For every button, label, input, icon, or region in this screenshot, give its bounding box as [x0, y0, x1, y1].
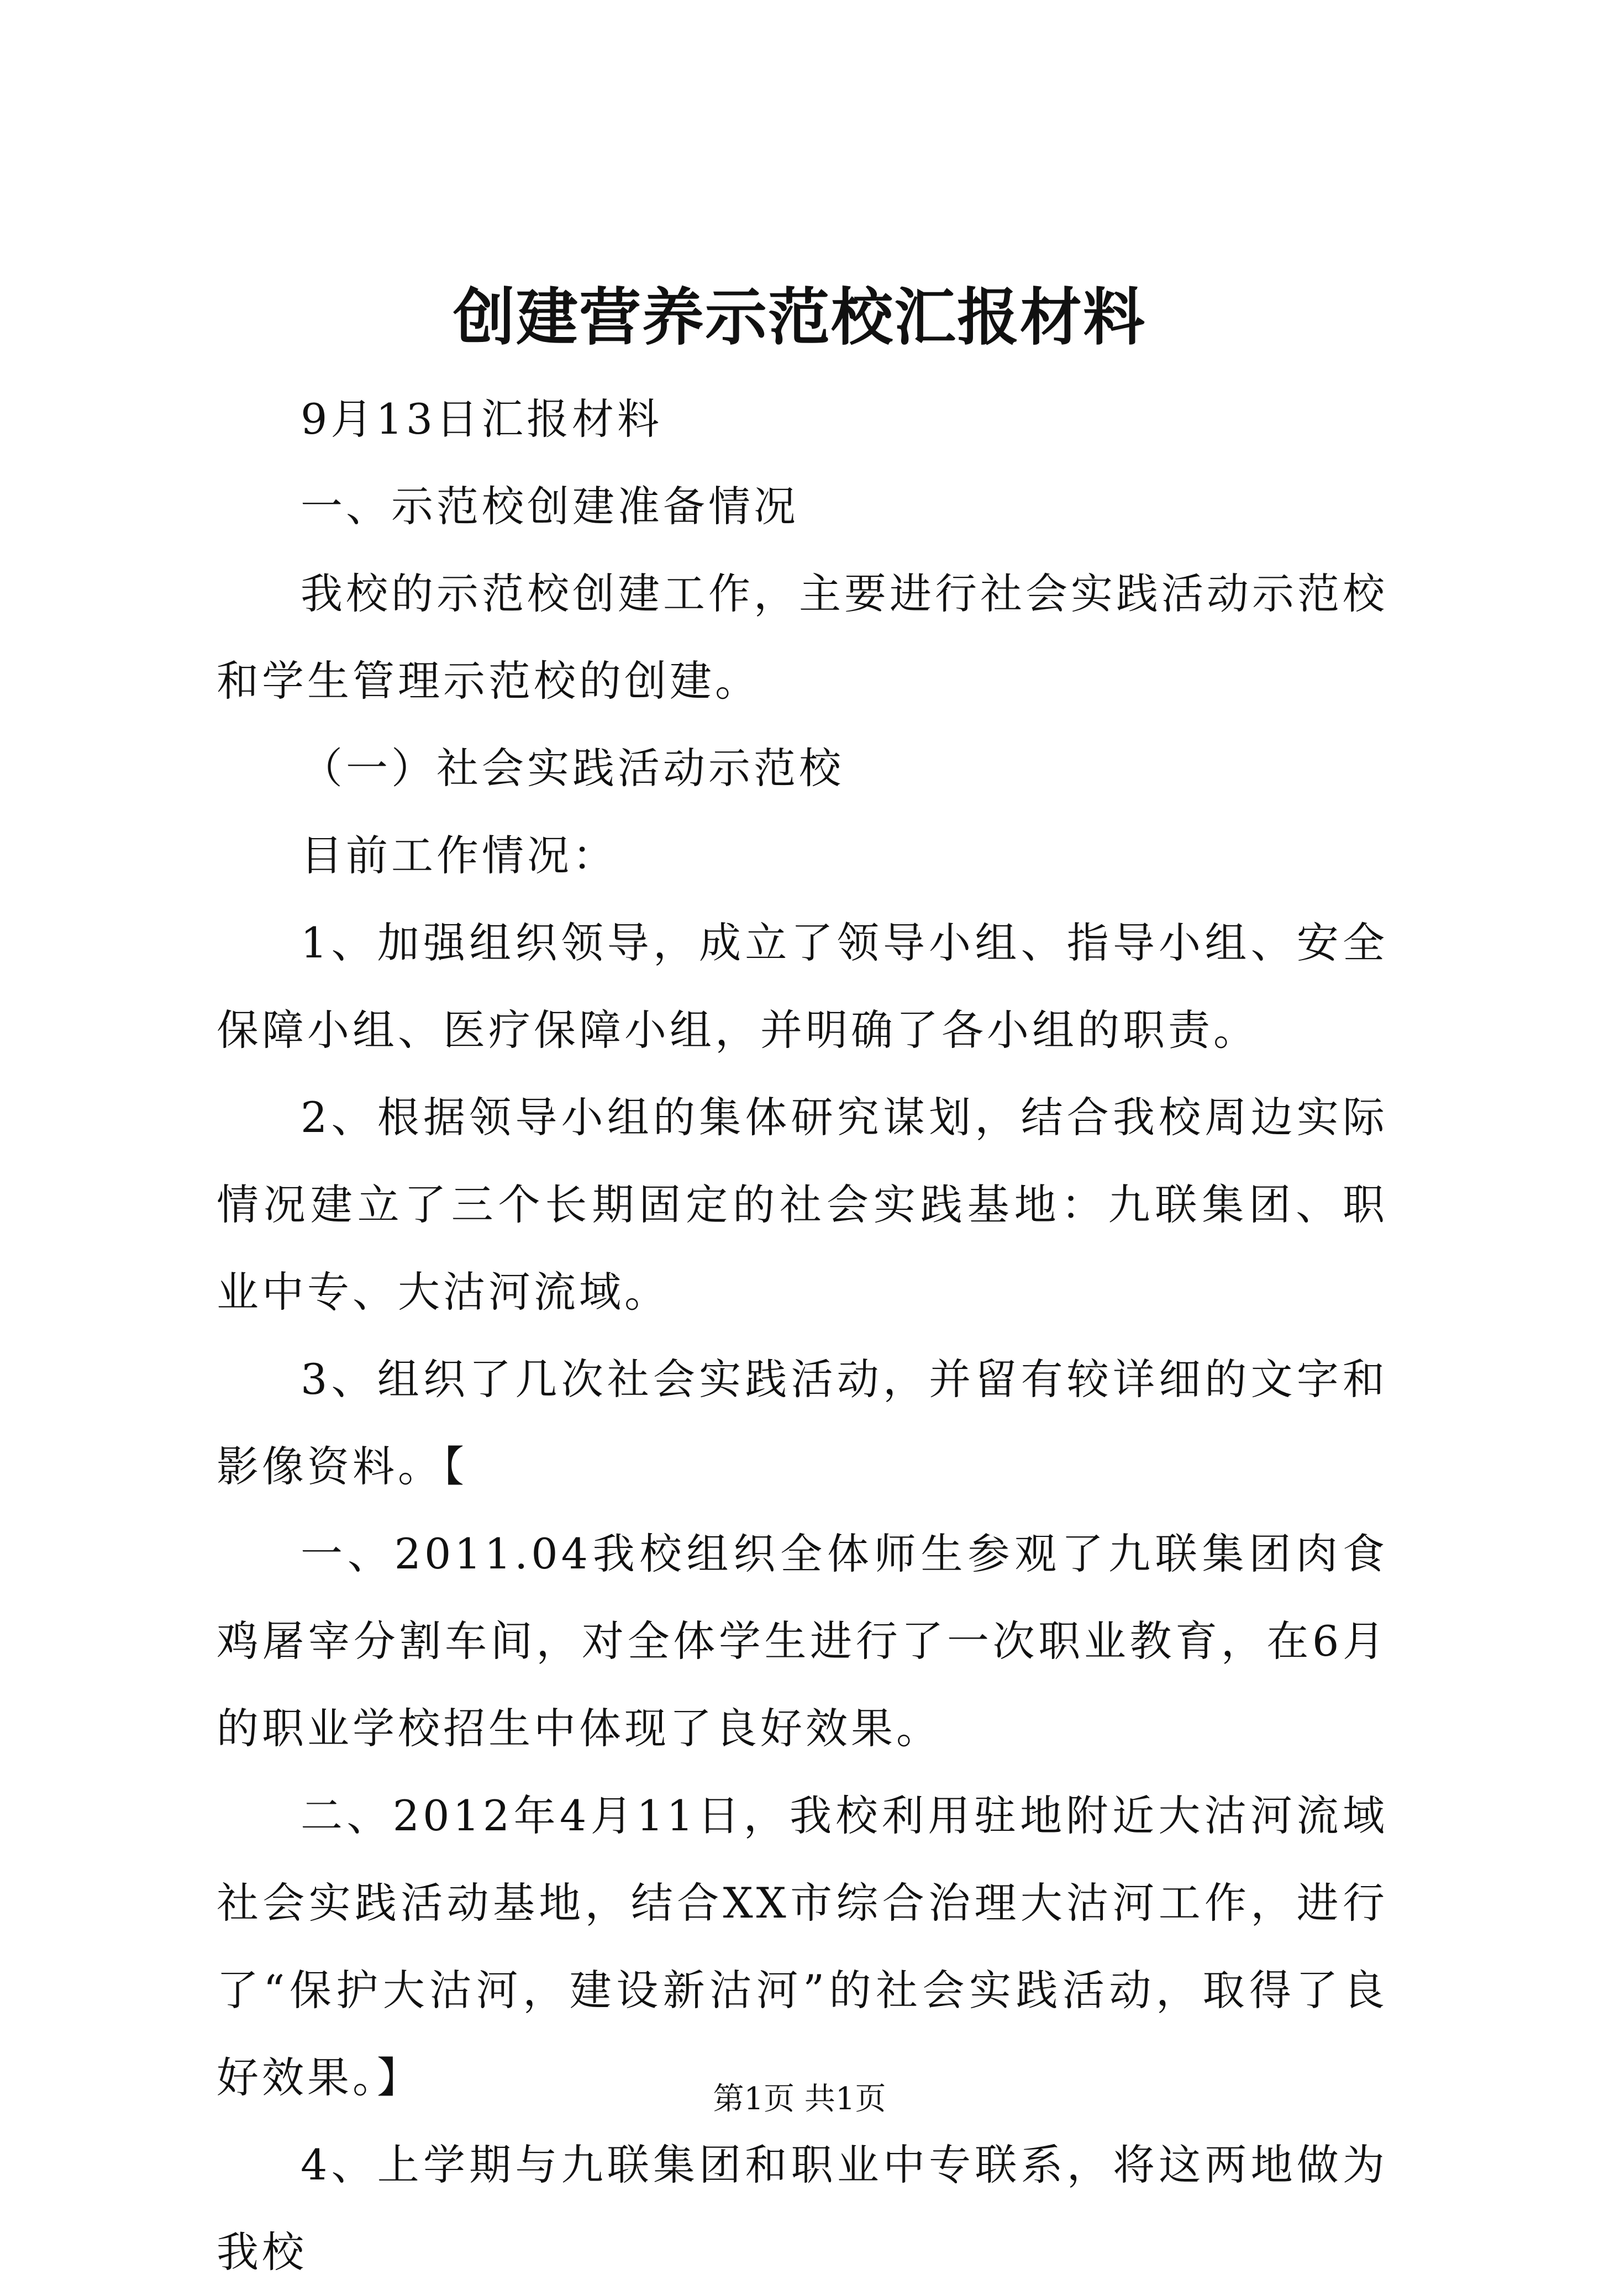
- paragraph-item-4: 4、上学期与九联集团和职业中专联系，将这两地做为我校: [217, 2140, 1388, 2277]
- paragraph-activity-2: 二、2012年4月11日，我校利用驻地附近大沽河流域社会实践活动基地，结合XX市综合治理大沽河工作，进行了“保护大沽河，建设新沽河”的社会实践活动，取得了良好效果。】: [217, 1791, 1388, 2102]
- paragraph-intro: 我校的示范校创建工作，主要进行社会实践活动示范校和学生管理示范校的创建。: [217, 569, 1388, 705]
- paragraph-item-1: 1、加强组织领导，成立了领导小组、指导小组、安全保障小组、医疗保障小组，并明确了各小组的职责。: [217, 918, 1388, 1055]
- paragraph-item-2: 2、根据领导小组的集体研究谋划，结合我校周边实际情况建立了三个长期固定的社会实践基地：九联集团、职业中专、大沽河流域。: [217, 1093, 1388, 1316]
- page-footer: 第1页 共1页: [713, 2081, 886, 2117]
- paragraph-activity-1: 一、2011.04我校组织全体师生参观了九联集团肉食鸡屠宰分割车间，对全体学生进行了一次职业教育，在6月的职业学校招生中体现了良好效果。: [217, 1529, 1388, 1753]
- paragraph-section-heading: 一、示范校创建准备情况: [301, 482, 799, 531]
- paragraph-current-work: 目前工作情况：: [301, 831, 618, 880]
- paragraph-subheading: （一）社会实践活动示范校: [301, 744, 844, 793]
- paragraph-date: 9月13日汇报材料: [301, 394, 663, 444]
- document-body: [217, 376, 1388, 2296]
- document-title: 创建营养示范校汇报材料: [453, 281, 1146, 354]
- paragraph-item-3: 3、组织了几次社会实践活动，并留有较详细的文字和影像资料。【: [217, 1355, 1388, 1491]
